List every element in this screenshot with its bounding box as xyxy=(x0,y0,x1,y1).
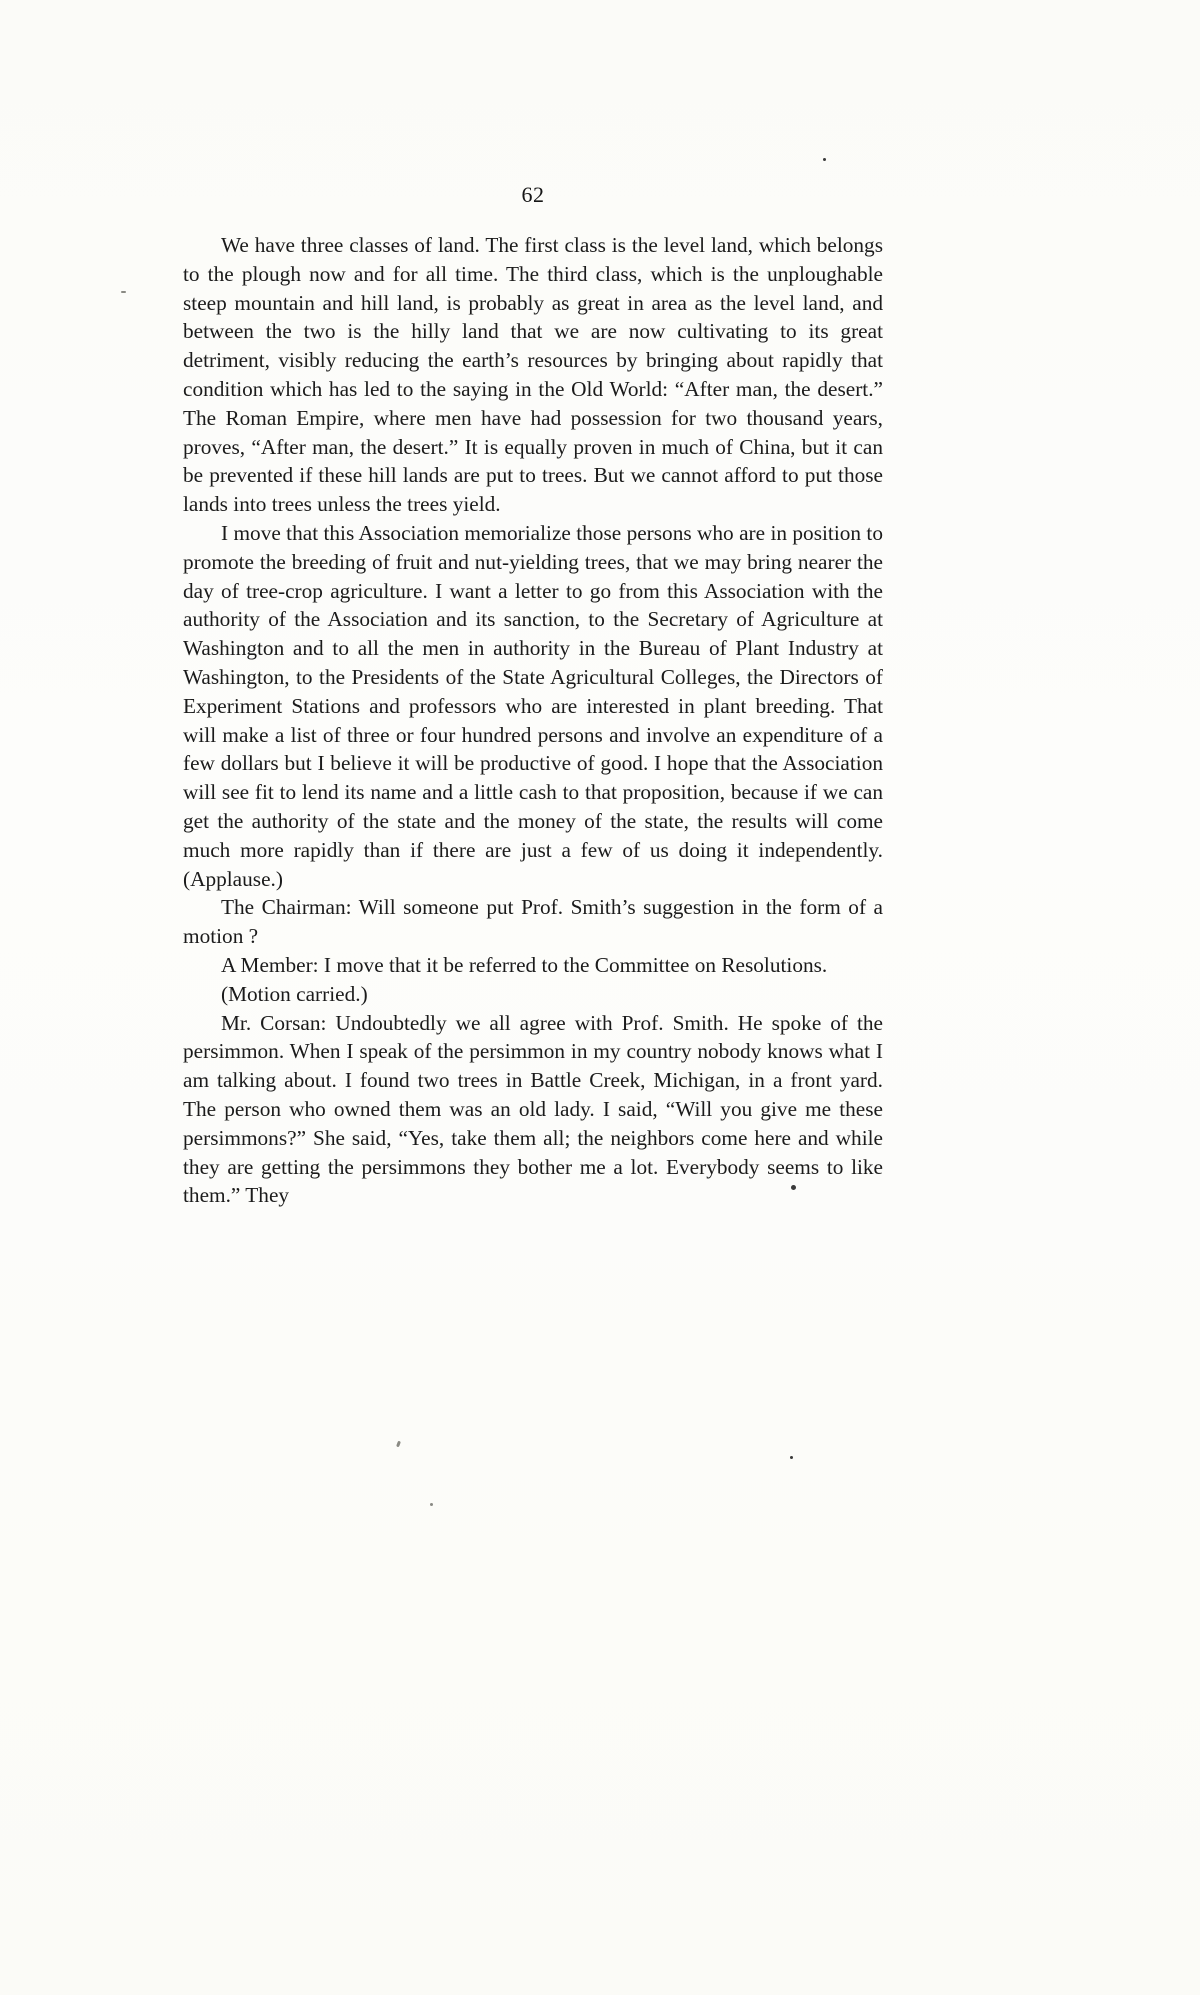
paragraph-member: A Member: I move that it be referred to the Committee on Resolutions. xyxy=(221,952,828,977)
scan-speck xyxy=(121,291,126,293)
scan-speck xyxy=(823,158,826,161)
scan-speck xyxy=(396,1441,401,1448)
scan-speck xyxy=(790,1456,793,1459)
paragraph-motion-carried: (Motion carried.) xyxy=(221,981,368,1006)
paragraph-land-classes: We have three classes of land. The first class is the level land, which belongs to the plough now and for all time. The third class, which is the unploughable steep mountain and hill land, is probably as great in area as the level land, and between the two is the hilly land that we are now cultivating to its great detriment, visibly reducing the earth’s resources by bringing about rapidly that condition which has led to the saying in the Old World: “After man, the desert.” The Roman Empire, where men have had possession for two thousand years, proves, “After man, the desert.” It is equally proven in much of China, but it can be prevented if these hill lands are put to trees. But we cannot afford to put those lands into trees unless the trees yield. xyxy=(183,233,883,517)
paragraph-motion-proposal: I move that this Association memorialize those persons who are in position to promote the breeding of fruit and nut-yielding trees, that we may bring nearer the day of tree-crop agriculture. I want a letter to go from this Association with the authority of the Association and its sanction, to the Secretary of Agriculture at Washington and to all the men in authority in the Bureau of Plant Industry at Washington, to the Presidents of the State Agricultural Colleges, the Directors of Experiment Stations and professors who are interested in plant breeding. That will make a list of three or four hundred persons and involve an expenditure of a few dollars but I believe it will be productive of good. I hope that the Association will see fit to lend its name and a little cash to that proposition, because if we can get the authority of the state and the money of the state, the results will come much more rapidly than if there are just a few of us doing it independently. (Applause.) xyxy=(183,520,883,891)
paragraph-mr-corsan: Mr. Corsan: Undoubtedly we all agree with Prof. Smith. He spoke of the persimmon. When I speak of the persimmon in my country nobody knows what I am talking about. I found two trees in Battle Creek, Michigan, in a front yard. The person who owned them was an old lady. I said, “Will you give me these persimmons?” She said, “Yes, take them all; the neighbors come here and while they are getting the persimmons they bother me a lot. Everybody seems to like them.” They xyxy=(183,1010,883,1208)
text-block xyxy=(183,231,883,1210)
scan-speck xyxy=(430,1503,433,1506)
page-number: 62 xyxy=(521,182,545,207)
scan-speck xyxy=(791,1185,796,1190)
paragraph-chairman: The Chairman: Will someone put Prof. Smith’s suggestion in the form of a motion ? xyxy=(183,895,883,949)
